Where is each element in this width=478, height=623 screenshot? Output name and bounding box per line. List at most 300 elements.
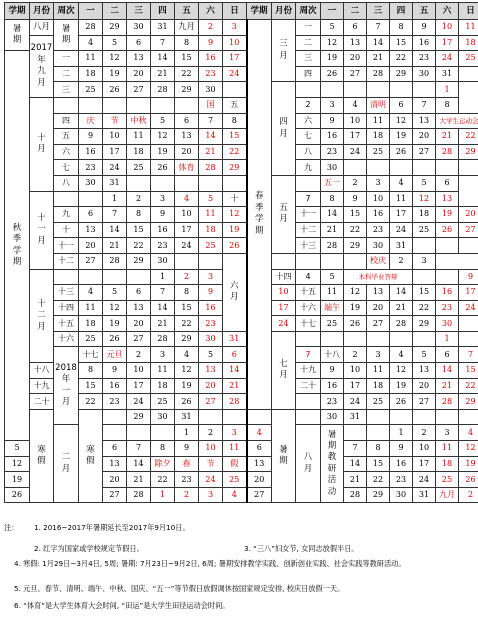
day-cell — [151, 97, 175, 113]
day-cell: 25 — [199, 238, 223, 254]
day-cell: 春 — [175, 456, 199, 472]
note-2: 2. 红字为国家或学校规定节假日。 — [34, 544, 144, 553]
day-cell: 18 — [367, 378, 390, 394]
day-cell: 大学生运动会 — [436, 113, 478, 129]
day-cell: 20 — [103, 472, 127, 488]
day-cell — [151, 425, 175, 441]
day-cell: 12 — [321, 35, 344, 51]
day-cell — [367, 425, 390, 441]
day-cell: 28 — [151, 331, 175, 347]
day-cell: 9 — [459, 269, 478, 285]
day-cell: 27 — [199, 394, 223, 410]
day-cell — [127, 425, 151, 441]
day-cell: 23 — [199, 316, 223, 332]
day-cell: 25 — [367, 144, 390, 160]
header-cell: 一 — [79, 3, 103, 20]
month-cell — [30, 269, 54, 363]
day-cell: 21 — [436, 378, 459, 394]
day-cell: 3 — [367, 175, 390, 191]
day-cell — [413, 238, 436, 254]
day-cell: 1 — [390, 425, 413, 441]
day-cell: 21 — [151, 316, 175, 332]
term-cell — [30, 409, 54, 503]
day-cell: 19 — [321, 51, 344, 67]
calendar-row — [5, 191, 478, 207]
day-cell: 14 — [127, 456, 151, 472]
day-cell: 20 — [247, 472, 272, 488]
header-cell: 五 — [413, 3, 436, 20]
week-cell: 四 — [54, 113, 79, 129]
calendar-row — [5, 129, 478, 145]
day-cell: 27 — [344, 66, 367, 82]
day-cell — [79, 191, 103, 207]
week-cell: 七 — [296, 129, 321, 145]
day-cell: 12 — [103, 51, 127, 67]
day-cell: 十八 — [30, 363, 54, 379]
day-cell: 17 — [103, 144, 127, 160]
day-cell: 25 — [79, 82, 103, 98]
day-cell: 5 — [103, 285, 127, 301]
day-cell: 12 — [459, 441, 478, 457]
day-cell: 7 — [367, 20, 390, 36]
day-cell: 23 — [413, 51, 436, 67]
day-cell: 15 — [390, 35, 413, 51]
header-cell: 月份 — [272, 3, 296, 20]
day-cell: 23 — [175, 472, 199, 488]
day-cell: 29 — [127, 253, 151, 269]
day-cell: 17 — [436, 35, 459, 51]
day-cell — [367, 409, 390, 425]
day-cell: 30 — [436, 316, 459, 332]
month-cell — [79, 409, 103, 503]
day-cell: 9 — [390, 441, 413, 457]
day-cell: 6 — [344, 20, 367, 36]
day-cell — [79, 97, 103, 113]
day-cell: 30 — [79, 175, 103, 191]
week-cell: 2 — [296, 97, 321, 113]
week-cell: 十九 — [296, 363, 321, 379]
day-cell: 15 — [223, 129, 247, 145]
header-cell: 五 — [175, 3, 199, 20]
term-cell — [5, 51, 30, 441]
day-cell: 25 — [151, 394, 175, 410]
day-cell: 17 — [272, 300, 296, 316]
day-cell: 9 — [199, 35, 223, 51]
day-cell: 30 — [367, 238, 390, 254]
week-cell: 六 — [296, 113, 321, 129]
day-cell: 7 — [344, 441, 367, 457]
week-cell: 一 — [54, 51, 79, 67]
day-cell: 15 — [344, 207, 367, 223]
day-cell: 29 — [413, 316, 436, 332]
month-cell — [321, 425, 344, 503]
day-cell: 14 — [321, 207, 344, 223]
day-cell: 13 — [436, 191, 459, 207]
day-cell: 13 — [413, 363, 436, 379]
day-cell: 15 — [413, 285, 436, 301]
day-cell: 11 — [367, 113, 390, 129]
month-label: 暑 期 — [61, 23, 71, 46]
day-cell: 29 — [103, 20, 127, 36]
day-cell: 31 — [413, 487, 436, 503]
day-cell — [344, 425, 367, 441]
day-cell: 16 — [103, 378, 127, 394]
day-cell: 9 — [79, 129, 103, 145]
day-cell: 30 — [413, 66, 436, 82]
day-cell: 16 — [436, 285, 459, 301]
day-cell — [459, 66, 478, 82]
day-cell — [127, 175, 151, 191]
header-cell: 二 — [344, 3, 367, 20]
header-cell: 周次 — [296, 3, 321, 20]
day-cell: 12 — [103, 300, 127, 316]
day-cell: 7 — [199, 113, 223, 129]
day-cell: 31 — [344, 409, 367, 425]
day-cell: 21 — [344, 472, 367, 488]
day-cell: 8 — [390, 20, 413, 36]
notes-label: 注： — [4, 523, 19, 532]
week-cell: 三 — [54, 82, 79, 98]
day-cell: 28 — [344, 487, 367, 503]
day-cell: 7 — [103, 207, 127, 223]
day-cell: 9 — [103, 363, 127, 379]
header-cell: 三 — [367, 3, 390, 20]
day-cell: 31 — [103, 175, 127, 191]
day-cell — [413, 409, 436, 425]
day-cell: 校庆 — [367, 253, 390, 269]
day-cell — [199, 409, 223, 425]
week-cell: 二 — [54, 66, 79, 82]
day-cell: 4 — [459, 425, 478, 441]
day-cell: 9 — [344, 191, 367, 207]
day-cell: 21 — [321, 222, 344, 238]
day-cell: 6 — [436, 175, 459, 191]
day-cell: 除夕 — [151, 456, 175, 472]
day-cell: 27 — [459, 222, 478, 238]
day-cell: 3 — [321, 97, 344, 113]
day-cell: 20 — [127, 66, 151, 82]
day-cell: 10 — [413, 441, 436, 457]
day-cell — [413, 331, 436, 347]
day-cell: 12 — [390, 113, 413, 129]
term-cell — [5, 20, 30, 51]
month-cell — [296, 425, 321, 503]
day-cell: 8 — [367, 441, 390, 457]
header-cell: 月份 — [30, 3, 54, 20]
day-cell: 11 — [151, 363, 175, 379]
day-cell — [413, 160, 436, 176]
day-cell — [103, 409, 127, 425]
month-label: 十 一 月 — [37, 212, 46, 246]
week-cell: 五 — [54, 129, 79, 145]
day-cell: 30 — [151, 409, 175, 425]
day-cell: 13 — [199, 363, 223, 379]
month-label: 三 月 — [279, 39, 288, 61]
week-cell: 7 — [296, 347, 321, 363]
day-cell: 10 — [223, 35, 247, 51]
day-cell: 31 — [390, 238, 413, 254]
day-cell: 25 — [321, 316, 344, 332]
day-cell: 22 — [175, 66, 199, 82]
calendar-row — [5, 425, 478, 441]
month-cell — [54, 425, 79, 503]
day-cell: 26 — [151, 160, 175, 176]
day-cell — [367, 160, 390, 176]
day-cell: 23 — [436, 300, 459, 316]
week-cell — [54, 97, 79, 113]
day-cell: 2 — [175, 487, 199, 503]
day-cell: 12 — [413, 191, 436, 207]
day-cell: 5 — [5, 441, 30, 457]
day-cell: 五 — [223, 97, 247, 113]
day-cell: 十八 — [321, 347, 344, 363]
day-cell: 17 — [413, 456, 436, 472]
day-cell — [199, 175, 223, 191]
day-cell: 22 — [413, 300, 436, 316]
week-cell: 七 — [54, 160, 79, 176]
header-cell: 学期 — [247, 3, 272, 20]
day-cell — [390, 160, 413, 176]
day-cell: 20 — [459, 207, 478, 223]
day-cell: 19 — [103, 66, 127, 82]
day-cell: 17 — [390, 207, 413, 223]
day-cell: 2 — [344, 347, 367, 363]
month-cell: 八月 — [30, 20, 54, 36]
header-cell: 四 — [390, 3, 413, 20]
day-cell: 8 — [175, 35, 199, 51]
day-cell: 28 — [199, 160, 223, 176]
day-cell: 21 — [367, 51, 390, 67]
day-cell: 11 — [390, 191, 413, 207]
day-cell: 18 — [79, 316, 103, 332]
day-cell: 5 — [321, 269, 344, 285]
day-cell: 17 — [223, 51, 247, 67]
term-cell — [247, 20, 272, 410]
day-cell: 23 — [151, 238, 175, 254]
day-cell: 31 — [175, 409, 199, 425]
day-cell: 14 — [151, 300, 175, 316]
day-cell: 20 — [79, 238, 103, 254]
calendar-row — [5, 113, 478, 129]
day-cell: 20 — [367, 300, 390, 316]
day-cell — [79, 269, 103, 285]
day-cell: 12 — [151, 129, 175, 145]
day-cell: 17 — [127, 378, 151, 394]
day-cell: 29 — [459, 144, 478, 160]
day-cell: 15 — [175, 300, 199, 316]
day-cell — [459, 160, 478, 176]
month-label: 六 月 — [229, 280, 239, 303]
day-cell: 6 — [436, 347, 459, 363]
day-cell: 26 — [436, 222, 459, 238]
day-cell: 1 — [436, 331, 459, 347]
day-cell: 10 — [436, 20, 459, 36]
day-cell — [223, 409, 247, 425]
day-cell: 16 — [321, 129, 344, 145]
day-cell — [344, 253, 367, 269]
day-cell: 5 — [321, 20, 344, 36]
day-cell: 30 — [199, 82, 223, 98]
day-cell: 5 — [199, 191, 223, 207]
day-cell: 12 — [5, 456, 30, 472]
week-cell — [296, 253, 321, 269]
day-cell: 3 — [413, 253, 436, 269]
day-cell: 10 — [175, 207, 199, 223]
day-cell: 25 — [127, 160, 151, 176]
day-cell: 19 — [436, 207, 459, 223]
day-cell: 26 — [344, 316, 367, 332]
header-cell: 六 — [199, 3, 223, 20]
week-cell: 十一 — [296, 207, 321, 223]
day-cell: 13 — [103, 456, 127, 472]
calendar-row — [5, 66, 478, 82]
day-cell: 本科毕业答辩 — [344, 269, 413, 285]
day-cell: 4 — [344, 97, 367, 113]
day-cell: 23 — [199, 66, 223, 82]
day-cell: 2 — [127, 191, 151, 207]
day-cell: 15 — [459, 363, 478, 379]
day-cell: 2 — [344, 175, 367, 191]
day-cell: 19 — [390, 378, 413, 394]
note-3: 3. “三八”妇女节, 女同志放假半日。 — [244, 544, 359, 553]
calendar-row — [5, 175, 478, 191]
month-label: 五 月 — [279, 202, 288, 225]
day-cell — [321, 253, 344, 269]
day-cell: 16 — [199, 51, 223, 67]
day-cell: 6 — [175, 113, 199, 129]
day-cell: 14 — [344, 456, 367, 472]
day-cell: 20 — [344, 51, 367, 67]
term-cell — [272, 409, 296, 503]
day-cell: 8 — [223, 113, 247, 129]
day-cell: 7 — [151, 35, 175, 51]
day-cell — [413, 269, 436, 285]
day-cell: 4 — [79, 35, 103, 51]
day-cell: 节 — [199, 456, 223, 472]
month-label: 七 月 — [279, 358, 288, 381]
day-cell: 19 — [223, 222, 247, 238]
day-cell — [459, 316, 478, 332]
day-cell: 22 — [459, 129, 478, 145]
day-cell: 1 — [436, 82, 459, 98]
week-cell: 十七 — [296, 316, 321, 332]
month-label: 寒 假 — [86, 444, 95, 467]
day-cell: 8 — [151, 441, 175, 457]
month-label: 八 月 — [303, 452, 313, 474]
week-cell: 十 — [54, 222, 79, 238]
day-cell: 3 — [223, 20, 247, 36]
day-cell: 26 — [175, 394, 199, 410]
day-cell: 6 — [390, 97, 413, 113]
day-cell: 体育 — [175, 160, 199, 176]
day-cell: 23 — [79, 160, 103, 176]
calendar-row — [5, 82, 478, 98]
day-cell: 14 — [103, 222, 127, 238]
note-6: 6. “体育”是大学生体育大会时间, “田运”是大学生田径运动会时间。 — [14, 601, 230, 610]
day-cell: 8 — [436, 97, 459, 113]
header-cell: 六 — [436, 3, 459, 20]
day-cell: 20 — [413, 129, 436, 145]
day-cell: 9 — [413, 20, 436, 36]
day-cell: 29 — [175, 331, 199, 347]
day-cell — [272, 253, 296, 269]
day-cell: 23 — [321, 394, 344, 410]
week-cell: 六 — [54, 144, 79, 160]
day-cell — [151, 175, 175, 191]
day-cell: 1 — [103, 191, 127, 207]
day-cell: 19 — [390, 129, 413, 145]
header-cell: 学期 — [5, 3, 30, 20]
day-cell — [247, 409, 272, 425]
month-label: 四 月 — [279, 117, 288, 139]
calendar-row — [5, 207, 478, 223]
day-cell: 16 — [151, 222, 175, 238]
day-cell: 18 — [127, 144, 151, 160]
week-cell — [296, 175, 321, 191]
day-cell: 28 — [151, 82, 175, 98]
day-cell: 5 — [413, 175, 436, 191]
day-cell: 22 — [344, 222, 367, 238]
day-cell: 16 — [413, 35, 436, 51]
day-cell: 19 — [344, 300, 367, 316]
day-cell: 7 — [151, 285, 175, 301]
day-cell: 28 — [390, 316, 413, 332]
day-cell — [127, 97, 151, 113]
day-cell: 2 — [459, 487, 478, 503]
day-cell: 5 — [103, 35, 127, 51]
day-cell: 2 — [127, 347, 151, 363]
day-cell: 24 — [459, 300, 478, 316]
day-cell: 2 — [390, 253, 413, 269]
week-cell — [296, 394, 321, 410]
day-cell — [223, 175, 247, 191]
day-cell: 11 — [321, 285, 344, 301]
day-cell: 27 — [413, 144, 436, 160]
day-cell: 21 — [127, 472, 151, 488]
day-cell: 6 — [79, 207, 103, 223]
day-cell — [413, 82, 436, 98]
day-cell: 13 — [79, 222, 103, 238]
day-cell: 26 — [103, 82, 127, 98]
day-cell — [344, 82, 367, 98]
day-cell: 12 — [223, 207, 247, 223]
month-cell — [54, 347, 79, 425]
day-cell: 10 — [103, 129, 127, 145]
week-cell: 十六 — [296, 300, 321, 316]
day-cell: 11 — [436, 441, 459, 457]
day-cell — [436, 409, 459, 425]
calendar-table — [4, 2, 478, 503]
day-cell: 4 — [247, 425, 272, 441]
day-cell: 22 — [223, 144, 247, 160]
calendar-row — [5, 160, 478, 176]
day-cell: 22 — [151, 472, 175, 488]
day-cell — [321, 331, 344, 347]
day-cell: 假 — [223, 456, 247, 472]
week-cell: 八 — [54, 175, 79, 191]
day-cell: 13 — [127, 51, 151, 67]
day-cell: 26 — [103, 331, 127, 347]
day-cell: 30 — [151, 253, 175, 269]
day-cell — [436, 269, 459, 285]
week-cell: 八 — [296, 144, 321, 160]
day-cell: 12 — [390, 363, 413, 379]
day-cell: 4 — [390, 175, 413, 191]
day-cell: 26 — [321, 66, 344, 82]
day-cell: 19 — [175, 378, 199, 394]
day-cell: 31 — [436, 66, 459, 82]
day-cell: 27 — [413, 394, 436, 410]
